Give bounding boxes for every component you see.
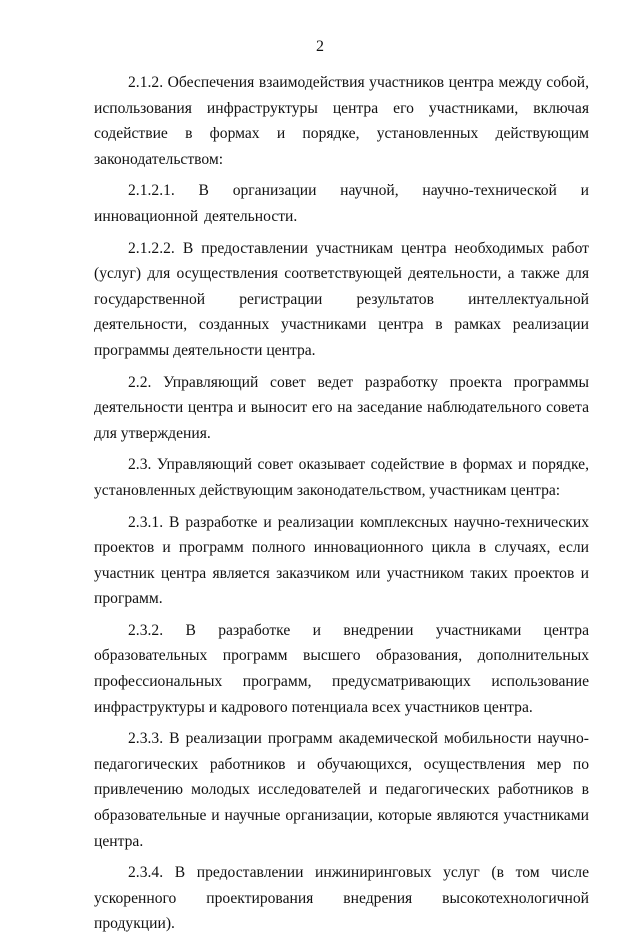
paragraph-2-3-4: 2.3.4. В предоставлении инжиниринговых услуг (в том числе ускоренного проектирования внедрения высокотехнологичной продукции). [94,864,589,933]
paragraph-2-3-1: 2.3.1. В разработке и реализации комплексных научно-технических проектов и программ полного инновационного цикла в случаях, если участник центра является заказчиком или участником таких проектов и программ. [94,513,589,608]
paragraph-2-3-2: 2.3.2. В разработке и внедрении участниками центра образовательных программ высшего образования, дополнительных профессиональных программ, предусматривающих использование инфраструктуры и кадрового потенциала всех участников центра. [94,621,589,716]
paragraph-2-3-3: 2.3.3. В реализации программ академической мобильности научно-педагогических работников и обучающихся, осуществления мер по привлечению молодых исследователей и педагогических работников в образовательные и научные организации, которые являются участниками центра. [94,730,589,850]
document-body [94,70,589,943]
paragraph-2-1-2-1: 2.1.2.1. В организации научной, научно-технической и инновационной деятельности. [94,182,589,225]
paragraph-2-3: 2.3. Управляющий совет оказывает содействие в формах и порядке, установленных действующим законодательством, участникам центра: [94,456,589,499]
page-number: 2 [316,38,324,55]
paragraph-2-1-2: 2.1.2. Обеспечения взаимодействия участников центра между собой, использования инфраструктуры центра его участниками, включая содействие в формах и порядке, установленных действующим законодательством: [94,74,589,168]
paragraph-2-1-2-2: 2.1.2.2. В предоставлении участникам центра необходимых работ (услуг) для осуществления соответствующей деятельности, а также для государственной регистрации результатов интеллектуальной деятельности, созданных участниками центра в рамках реализации программы деятельности центра. [94,239,589,359]
paragraph-2-2: 2.2. Управляющий совет ведет разработку проекта программы деятельности центра и выносит его на заседание наблюдательного совета для утверждения. [94,373,589,442]
